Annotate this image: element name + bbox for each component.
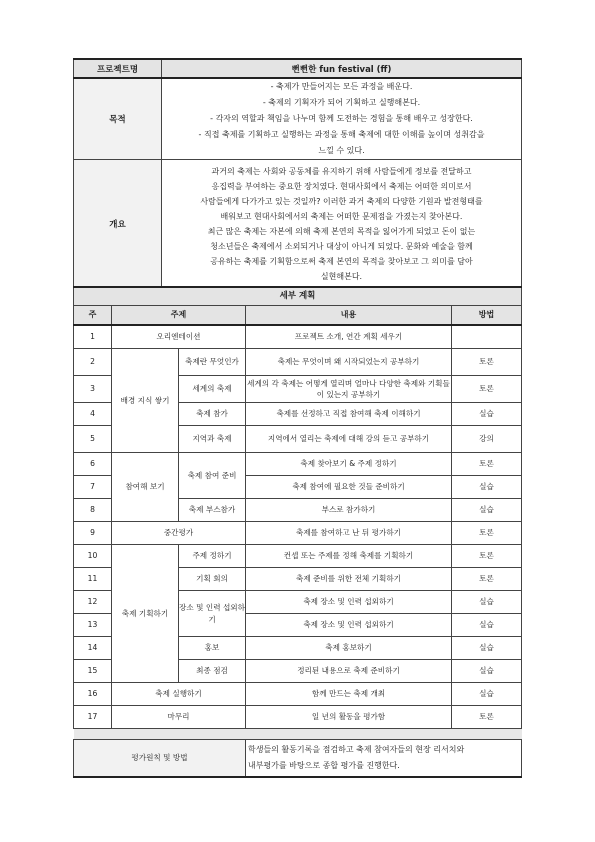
evaluation-line: 학생들의 활동기록을 점검하고 축제 참여자들의 현장 리서치와: [248, 745, 465, 754]
overview-line: 사람들에게 다가가고 있는 것일까? 이러한 과거 축제의 다양한 기원과 발전형태를: [200, 197, 483, 206]
content-cell: 축제 장소 및 인력 섭외하기: [246, 614, 452, 637]
overview-line: 과거의 축제는 사회와 공동체를 유지하기 위해 사람들에게 정보를 전달하고: [211, 167, 472, 176]
project-name-row: [74, 59, 522, 78]
method-cell: 실습: [452, 499, 522, 522]
topic-cell: 기획 회의: [179, 568, 246, 591]
project-info-table: [73, 58, 522, 289]
week-number: 6: [74, 453, 112, 476]
content-cell: 축제 참여에 필요한 것들 준비하기: [246, 476, 452, 499]
topic-cell: 지역과 축제: [179, 426, 246, 453]
table-row: [74, 545, 522, 568]
topic-cell: 최종 점검: [179, 660, 246, 683]
topic-cell: 중간평가: [112, 522, 246, 545]
week-number: 16: [74, 683, 112, 706]
purpose-content: [162, 78, 522, 160]
topic-cell: 세계의 축제: [179, 376, 246, 403]
week-number: 11: [74, 568, 112, 591]
detail-plan-table: [73, 286, 522, 778]
content-cell: 함께 만드는 축제 개최: [246, 683, 452, 706]
overview-line: 최근 많은 축제는 자본에 의해 축제 본연의 목적을 잃어가게 되었고 돈이 없는: [207, 227, 476, 236]
method-cell: 실습: [452, 591, 522, 614]
plan-title: 세부 계획: [74, 287, 522, 306]
week-number: 3: [74, 376, 112, 403]
overview-line: 청소년들은 축제에서 소외되거나 대상이 아니게 되었다. 문화와 예술을 함께: [210, 242, 473, 251]
method-cell: 토론: [452, 706, 522, 729]
method-cell: 토론: [452, 545, 522, 568]
method-cell: 토론: [452, 568, 522, 591]
overview-row: [74, 160, 522, 289]
week-number: 13: [74, 614, 112, 637]
method-cell: 실습: [452, 476, 522, 499]
week-number: 17: [74, 706, 112, 729]
purpose-line: - 축제가 만들어지는 모든 과정을 배운다.: [270, 82, 413, 91]
topic-cell: 축제란 무엇인가: [179, 349, 246, 376]
week-number: 9: [74, 522, 112, 545]
week-number: 7: [74, 476, 112, 499]
week-number: 15: [74, 660, 112, 683]
evaluation-content: [246, 740, 522, 778]
content-cell: 부스로 참가하기: [246, 499, 452, 522]
header-week: 주: [74, 306, 112, 326]
method-cell: 실습: [452, 683, 522, 706]
week-number: 2: [74, 349, 112, 376]
group-participation: 참여해 보기: [112, 453, 179, 522]
table-row: [74, 706, 522, 729]
topic-cell: 축제 참가: [179, 403, 246, 426]
overview-content: [162, 160, 522, 289]
week-number: 12: [74, 591, 112, 614]
content-cell: 프로젝트 소개, 연간 계획 세우기: [246, 325, 452, 349]
content-cell: 지역에서 열리는 축제에 대해 강의 듣고 공부하기: [246, 426, 452, 453]
content-cell: 축제 장소 및 인력 섭외하기: [246, 591, 452, 614]
purpose-line: - 각자의 역할과 책임을 나누며 함께 도전하는 경험을 통해 배우고 성장한다.: [210, 114, 473, 123]
content-cell: 정리된 내용으로 축제 준비하기: [246, 660, 452, 683]
method-cell: 실습: [452, 614, 522, 637]
content-cell: 일 년의 활동을 평가함: [246, 706, 452, 729]
content-cell: 축제를 참여하고 난 뒤 평가하기: [246, 522, 452, 545]
method-cell: 토론: [452, 453, 522, 476]
method-cell: 토론: [452, 349, 522, 376]
purpose-row: [74, 78, 522, 160]
subtopic-prep: 축제 참여 준비: [179, 453, 246, 499]
overview-line: 응집력을 부여하는 중요한 장치였다. 현대사회에서 축제는 어떠한 의미로서: [211, 182, 472, 191]
evaluation-line: 내부평가를 바탕으로 종합 평가를 진행한다.: [248, 761, 400, 770]
group-background: 배경 지식 쌓기: [112, 349, 179, 453]
week-number: 10: [74, 545, 112, 568]
week-number: 14: [74, 637, 112, 660]
table-row: [74, 453, 522, 476]
table-row: [74, 349, 522, 376]
method-cell: [452, 325, 522, 349]
evaluation-label: 평가원칙 및 방법: [74, 740, 246, 778]
content-cell: 세계의 각 축제는 어떻게 열리며 얼마나 다양한 축제와 기획들이 있는지 공부하기: [246, 376, 452, 403]
table-row: [74, 683, 522, 706]
subtopic-venue: 장소 및 인력 섭외하기: [179, 591, 246, 637]
week-number: 1: [74, 325, 112, 349]
method-cell: 실습: [452, 637, 522, 660]
topic-cell: 홍보: [179, 637, 246, 660]
table-row: [74, 522, 522, 545]
evaluation-row: [74, 740, 522, 778]
method-cell: 토론: [452, 376, 522, 403]
purpose-line: - 직접 축제를 기획하고 실행하는 과정을 통해 축제에 대한 이해를 높이며 성취감을: [198, 130, 485, 139]
purpose-label: 목적: [74, 78, 162, 160]
content-cell: 축제 준비를 위한 전체 기획하기: [246, 568, 452, 591]
spacer-row: [74, 729, 522, 740]
header-topic: 주제: [112, 306, 246, 326]
topic-cell: 오리엔테이션: [112, 325, 246, 349]
content-cell: 축제는 무엇이며 왜 시작되었는지 공부하기: [246, 349, 452, 376]
topic-cell: 마무리: [112, 706, 246, 729]
topic-cell: 축제 실행하기: [112, 683, 246, 706]
method-cell: 강의: [452, 426, 522, 453]
content-cell: 축제 홍보하기: [246, 637, 452, 660]
spacer-cell: [74, 729, 522, 740]
purpose-line: - 축제의 기획자가 되어 기획하고 실행해본다.: [262, 98, 421, 107]
week-number: 4: [74, 403, 112, 426]
header-method: 방법: [452, 306, 522, 326]
content-cell: 축제 찾아보기 & 주제 정하기: [246, 453, 452, 476]
plan-title-row: [74, 287, 522, 306]
method-cell: 실습: [452, 660, 522, 683]
topic-cell: 주제 정하기: [179, 545, 246, 568]
group-planning: 축제 기획하기: [112, 545, 179, 683]
plan-header-row: [74, 306, 522, 326]
topic-cell: 축제 부스참가: [179, 499, 246, 522]
purpose-line: 느낄 수 있다.: [318, 146, 365, 155]
overview-line: 공유하는 축제를 기획함으로써 축제 본연의 목적을 찾아보고 그 의미를 담아: [210, 257, 473, 266]
method-cell: 실습: [452, 403, 522, 426]
content-cell: 축제를 선정하고 직접 참여해 축제 이해하기: [246, 403, 452, 426]
content-cell: 컨셉 또는 주제를 정해 축제를 기획하기: [246, 545, 452, 568]
week-number: 5: [74, 426, 112, 453]
method-cell: 토론: [452, 522, 522, 545]
overview-line: 실현해본다.: [320, 272, 363, 281]
table-row: [74, 325, 522, 349]
project-name-label: 프로젝트명: [74, 59, 162, 78]
week-number: 8: [74, 499, 112, 522]
overview-line: 배워보고 현대사회에서의 축제는 어떠한 문제점을 가졌는지 찾아본다.: [220, 212, 463, 221]
header-content: 내용: [246, 306, 452, 326]
overview-label: 개요: [74, 160, 162, 289]
project-name-value: 뻔뻔한 fun festival (ff): [162, 59, 522, 78]
